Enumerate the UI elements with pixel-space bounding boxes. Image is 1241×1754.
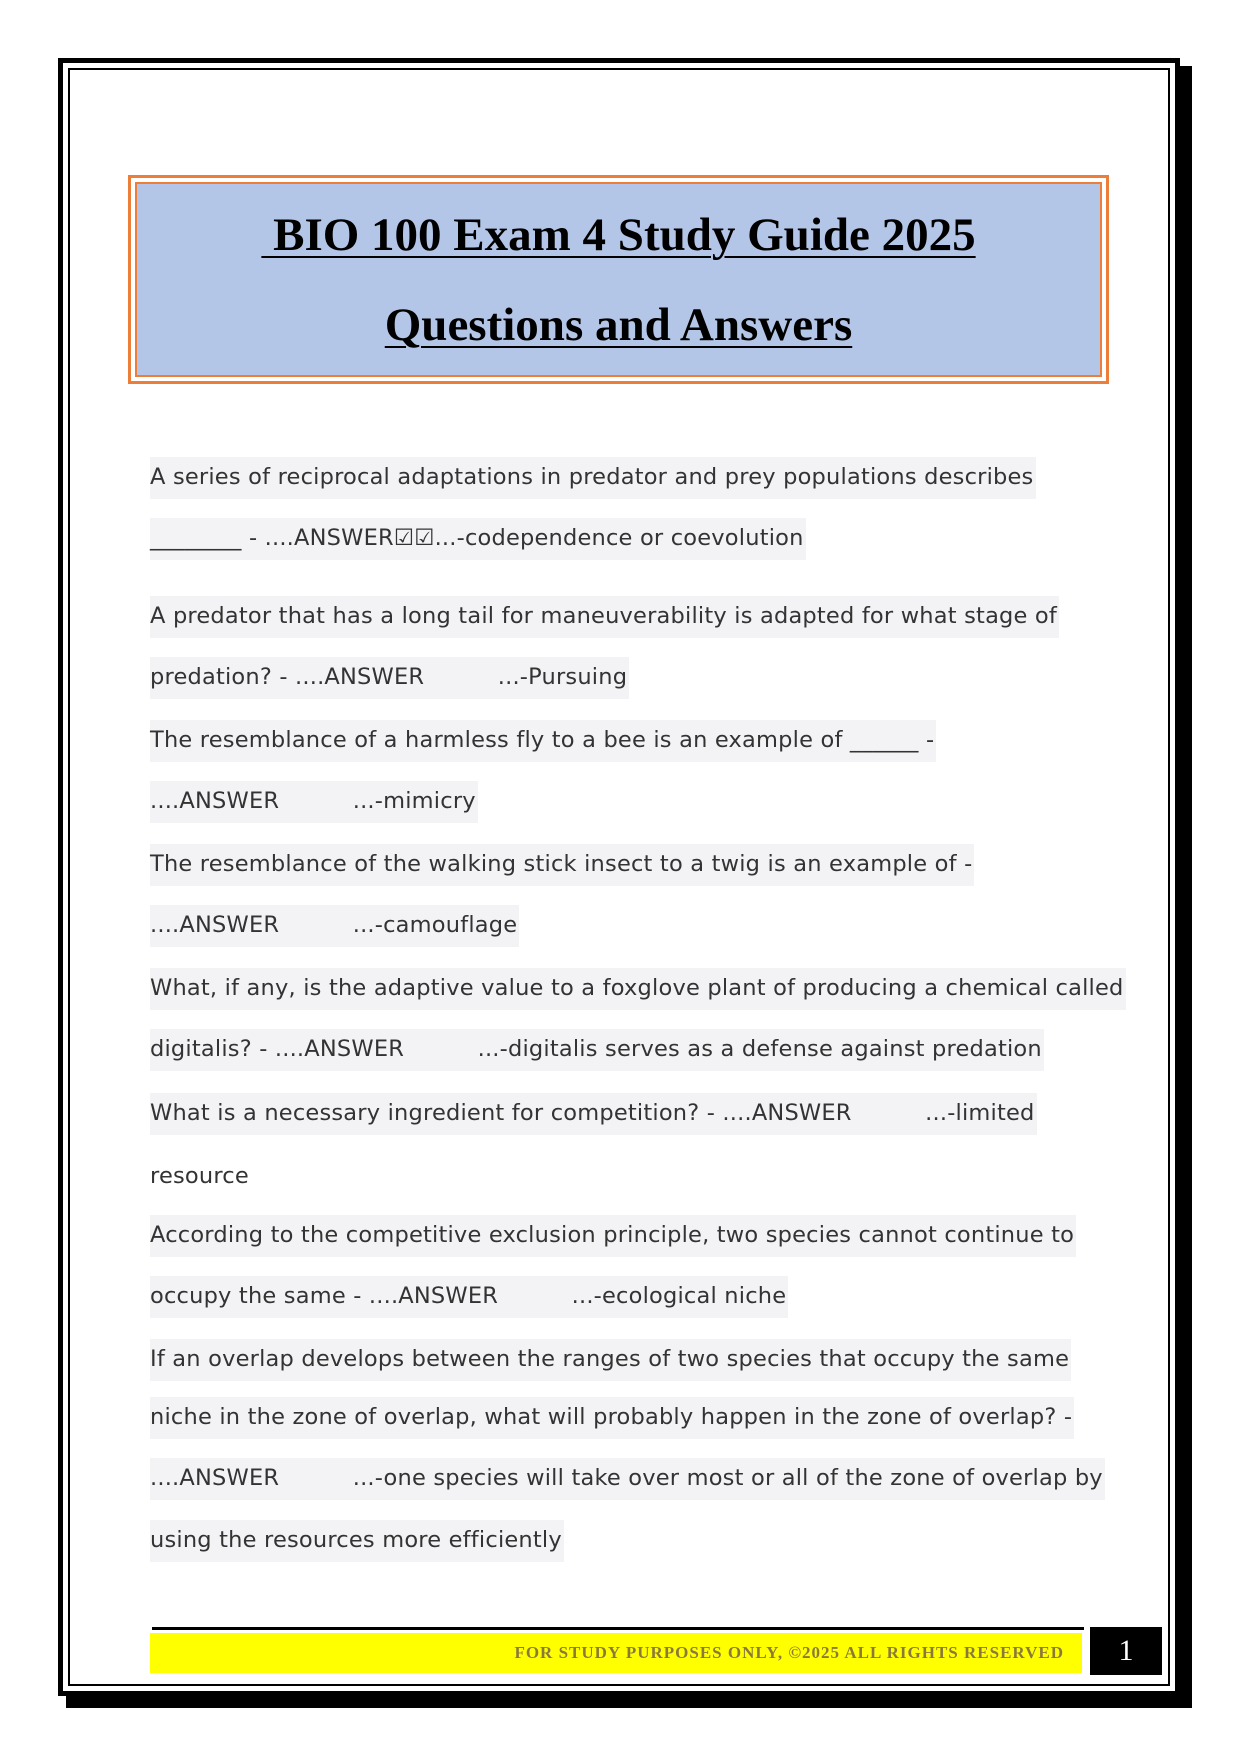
qa-line: A predator that has a long tail for maneuverability is adapted for what stage of [150, 601, 1059, 631]
qa-line: using the resources more efficiently [150, 1525, 564, 1555]
document-title-line-2: Questions and Answers [384, 298, 853, 351]
qa-line: What is a necessary ingredient for competition? - ....ANSWER ...-limited [150, 1098, 1037, 1128]
qa-line: The resemblance of a harmless fly to a bee is an example of ______ - [150, 725, 936, 755]
qa-line: occupy the same - ....ANSWER ...-ecological niche [150, 1281, 788, 1311]
qa-line: predation? - ....ANSWER ...-Pursuing [150, 662, 629, 692]
footer-copyright: FOR STUDY PURPOSES ONLY, ©2025 ALL RIGHTS RESERVED [514, 1643, 1064, 1662]
qa-line: What, if any, is the adaptive value to a foxglove plant of producing a chemical called [150, 973, 1126, 1003]
qa-line: niche in the zone of overlap, what will probably happen in the zone of overlap? - [150, 1402, 1074, 1432]
title-banner [135, 182, 1102, 377]
title-box [128, 175, 1109, 384]
qa-line: If an overlap develops between the ranges of two species that occupy the same [150, 1344, 1071, 1374]
page-number: 1 [1090, 1627, 1162, 1675]
footer-bar [150, 1633, 1082, 1673]
footer-rule [152, 1627, 1084, 1630]
qa-line: ________ - ....ANSWER☑☑...-codependence or coevolution [150, 523, 806, 553]
qa-line: resource [150, 1163, 249, 1189]
document-title-line-1: BIO 100 Exam 4 Study Guide 2025 [261, 208, 976, 261]
qa-line: According to the competitive exclusion principle, two species cannot continue to [150, 1220, 1076, 1250]
qa-line: digitalis? - ....ANSWER ...-digitalis serves as a defense against predation [150, 1034, 1044, 1064]
qa-line: ....ANSWER ...-one species will take over most or all of the zone of overlap by [150, 1463, 1105, 1493]
qa-line: ....ANSWER ...-camouflage [150, 910, 519, 940]
qa-line: A series of reciprocal adaptations in predator and prey populations describes [150, 462, 1036, 492]
qa-line: The resemblance of the walking stick insect to a twig is an example of - [150, 849, 974, 879]
qa-line: ....ANSWER ...-mimicry [150, 786, 478, 816]
